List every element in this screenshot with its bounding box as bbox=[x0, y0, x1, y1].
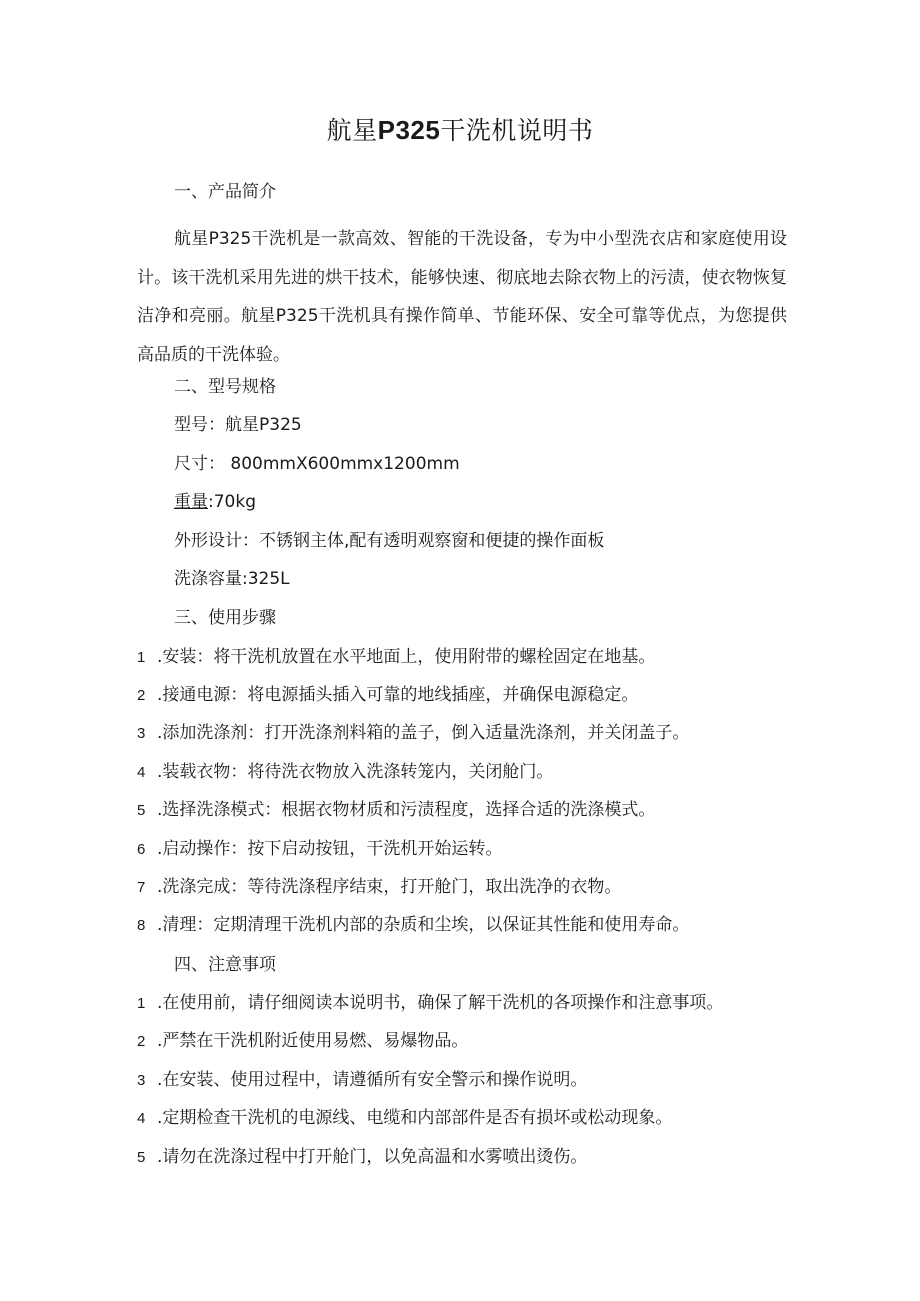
step-number: 5 bbox=[137, 802, 146, 819]
step-text: .选择洗涤模式：根据衣物材质和污渍程度，选择合适的洗涤模式。 bbox=[157, 800, 656, 820]
step-number: 6 bbox=[137, 841, 146, 858]
note-number: 5 bbox=[137, 1149, 146, 1166]
spec-weight bbox=[174, 490, 256, 514]
step-number: 3 bbox=[137, 725, 146, 742]
note-text: .严禁在干洗机附近使用易燃、易爆物品。 bbox=[157, 1031, 469, 1051]
note-number: 2 bbox=[137, 1033, 146, 1050]
step-text: .启动操作：按下启动按钮，干洗机开始运转。 bbox=[157, 839, 503, 859]
title-suffix: 干洗机说明书 bbox=[440, 116, 594, 145]
spec-design: 外形设计：不锈钢主体,配有透明观察窗和便捷的操作面板 bbox=[174, 531, 605, 551]
step-number: 1 bbox=[137, 649, 146, 666]
note-number: 3 bbox=[137, 1072, 146, 1089]
step-text: .添加洗涤剂：打开洗涤剂料箱的盖子，倒入适量洗涤剂，并关闭盖子。 bbox=[157, 723, 690, 743]
spec-weight-value: :70kg bbox=[208, 492, 256, 512]
spec-capacity: 洗涤容量:325L bbox=[174, 569, 290, 589]
note-text: .定期检查干洗机的电源线、电缆和内部部件是否有损坏或松动现象。 bbox=[157, 1108, 673, 1128]
document-title bbox=[0, 112, 920, 149]
title-model: P325 bbox=[377, 115, 441, 145]
step-number: 4 bbox=[137, 764, 146, 781]
section-heading-notes: 四、注意事项 bbox=[174, 955, 276, 975]
note-number: 4 bbox=[137, 1110, 146, 1127]
step-text: .洗涤完成：等待洗涤程序结束，打开舱门，取出洗净的衣物。 bbox=[157, 877, 622, 897]
note-text: .在使用前，请仔细阅读本说明书，确保了解干洗机的各项操作和注意事项。 bbox=[157, 993, 724, 1013]
intro-paragraph: 航星P325干洗机是一款高效、智能的干洗设备，专为中小型洗衣店和家庭使用设计。该干洗机采用先进的烘干技术，能够快速、彻底地去除衣物上的污渍，使衣物恢复洁净和亮丽。航星P325干洗机具有操作简单、节能环保、安全可靠等优点，为您提供高品质的干洗体验。 bbox=[137, 229, 787, 365]
note-text: .请勿在洗涤过程中打开舱门，以免高温和水雾喷出烫伤。 bbox=[157, 1147, 588, 1167]
step-text: .安装：将干洗机放置在水平地面上，使用附带的螺栓固定在地基。 bbox=[157, 647, 656, 667]
step-number: 7 bbox=[137, 879, 146, 896]
step-text: .清理：定期清理干洗机内部的杂质和尘埃，以保证其性能和使用寿命。 bbox=[157, 915, 690, 935]
step-text: .装载衣物：将待洗衣物放入洗涤转笼内，关闭舱门。 bbox=[157, 762, 554, 782]
step-number: 2 bbox=[137, 687, 146, 704]
spec-weight-label: 重量 bbox=[174, 492, 208, 512]
title-prefix: 航星 bbox=[326, 116, 378, 145]
note-text: .在安装、使用过程中，请遵循所有安全警示和操作说明。 bbox=[157, 1070, 588, 1090]
spec-model: 型号：航星P325 bbox=[174, 415, 302, 435]
section-heading-specs: 二、型号规格 bbox=[174, 377, 276, 397]
section-heading-steps: 三、使用步骤 bbox=[174, 608, 276, 628]
section-heading-intro: 一、产品简介 bbox=[174, 182, 276, 202]
note-number: 1 bbox=[137, 995, 146, 1012]
spec-size: 尺寸： 800mmX600mmx1200mm bbox=[174, 454, 460, 474]
step-number: 8 bbox=[137, 917, 146, 934]
step-text: .接通电源：将电源插头插入可靠的地线插座，并确保电源稳定。 bbox=[157, 685, 639, 705]
